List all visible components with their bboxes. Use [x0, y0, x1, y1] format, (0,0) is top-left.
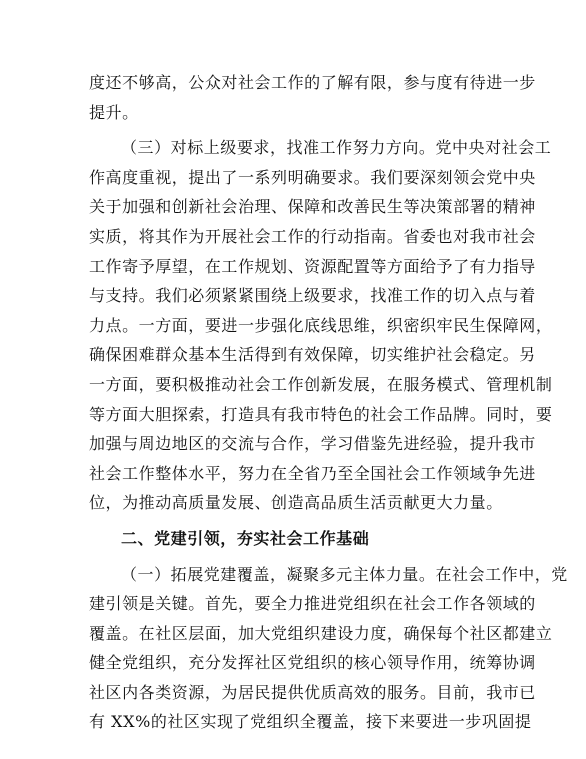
text-line: 覆盖。在社区层面，加大党组织建设力度，确保每个社区都建立 [89, 623, 553, 643]
paragraph-start-line: （三）对标上级要求，找准工作努力方向。党中央对社会工 [121, 138, 552, 158]
text-line: 一方面，要积极推动社会工作创新发展，在服务模式、管理机制 [89, 374, 553, 394]
text-line: 位，为推动高质量发展、创造高品质生活贡献更大力量。 [89, 493, 503, 513]
text-line: 与支持。我们必须紧紧围绕上级要求，找准工作的切入点与着 [89, 286, 536, 306]
section-heading: 二、党建引领，夯实社会工作基础 [121, 528, 370, 548]
text-line: 度还不够高，公众对社会工作的了解有限，参与度有待进一步 [89, 73, 536, 92]
text-line: 关于加强和创新社会治理、保障和改善民生等决策部署的精神 [89, 197, 536, 217]
text-line: 健全党组织，充分发挥社区党组织的核心领导作用，统筹协调 [89, 653, 536, 673]
text-line: 社区内各类资源，为居民提供优质高效的服务。目前，我市已 [89, 682, 536, 702]
text-line: 等方面大胆探索，打造具有我市特色的社会工作品牌。同时，要 [89, 404, 553, 424]
text-line: 建引领是关键。首先，要全力推进党组织在社会工作各领域的 [89, 594, 536, 614]
paragraph-start-line: （一）拓展党建覆盖，凝聚多元主体力量。在社会工作中，党 [121, 564, 568, 584]
text-line: 有 XX%的社区实现了党组织全覆盖，接下来要进一步巩固提 [89, 712, 532, 732]
text-line: 工作寄予厚望，在工作规划、资源配置等方面给予了有力指导 [89, 256, 536, 276]
text-line: 确保困难群众基本生活得到有效保障，切实维护社会稳定。另 [89, 345, 536, 365]
document-body [89, 68, 568, 737]
text-line: 实质，将其作为开展社会工作的行动指南。省委也对我市社会 [89, 226, 536, 246]
text-line: 提升。 [89, 102, 139, 122]
text-line: 社会工作整体水平，努力在全省乃至全国社会工作领域争先进 [89, 463, 536, 483]
text-line: 加强与周边地区的交流与合作，学习借鉴先进经验，提升我市 [89, 434, 536, 454]
text-line: 力点。一方面，要进一步强化底线思维，织密织牢民生保障网， [89, 315, 553, 335]
text-line: 作高度重视，提出了一系列明确要求。我们要深刻领会党中央 [89, 167, 536, 187]
